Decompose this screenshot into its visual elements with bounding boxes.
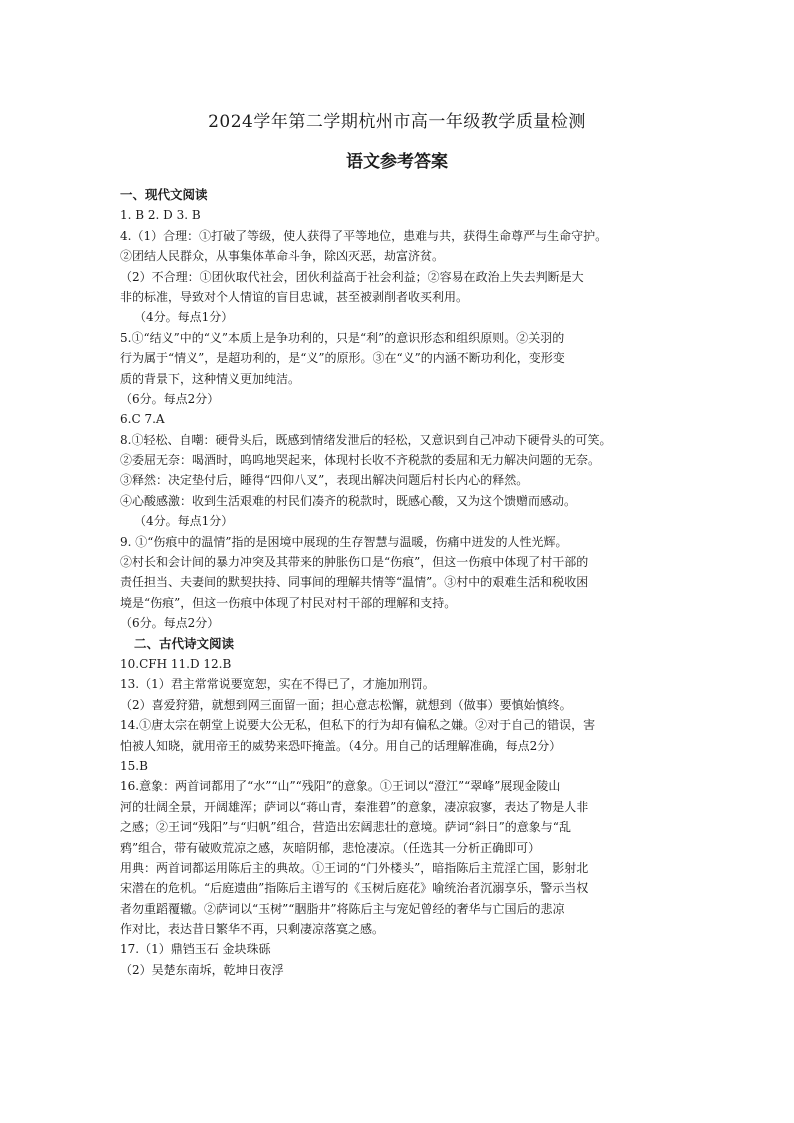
section-heading: 一、现代文阅读 <box>120 187 208 202</box>
answer-line: ③释然：决定垫付后，睡得“四仰八叉”，表现出解决问题后村长内心的释然。 <box>120 473 529 488</box>
answer-line: （2）不合理：①团伙取代社会，团伙利益高于社会利益；②容易在政治上失去判断是大 <box>120 269 584 284</box>
answer-line: 14.①唐太宗在朝堂上说要大公无私，但私下的行为却有偏私之嫌。②对于自己的错误，害 <box>120 718 596 733</box>
answer-line: （6分。每点2分） <box>120 616 220 631</box>
answer-line: 者勿重蹈覆辙。②萨词以“玉树”“胭脂井”将陈后主与宠妃曾经的奢华与亡国后的悲凉 <box>120 901 565 916</box>
answer-line: 之感；②王词“残阳”与“归帆”组合，营造出宏阔悲壮的意境。萨词“斜日”的意象与“乱 <box>120 820 571 835</box>
answer-line: 怕被人知晓，就用帝王的威势来恐吓掩盖。（4分。用自己的话理解准确，每点2分） <box>120 738 562 753</box>
document-title: 2024学年第二学期杭州市高一年级教学质量检测 <box>208 112 586 132</box>
answer-line: （2）吴楚东南坼，乾坤日夜浮 <box>120 962 284 977</box>
answer-line: 15.B <box>120 758 148 773</box>
answer-line: 河的壮阔全景，开阔雄浑；萨词以“蒋山青，秦淮碧”的意象，凄凉寂寥，表达了物是人非 <box>120 799 589 814</box>
answer-line: （4分。每点1分） <box>134 514 234 529</box>
answer-line: 17.（1）鼎铛玉石 金块珠砾 <box>120 942 271 957</box>
answer-line: 8.①轻松、自嘲：硬骨头后，既感到情绪发泄后的轻松，又意识到自己冲动下硬骨头的可笑。 <box>120 432 612 447</box>
section-heading: 二、古代诗文阅读 <box>134 635 235 651</box>
answer-line: 鸦”组合，带有破败荒凉之感，灰暗阴郁，悲怆凄凉。（任选其一分析正确即可） <box>120 840 541 855</box>
answer-line: 5.①“结义”中的“义”本质上是争功利的，只是“利”的意识形态和组织原则。②关羽的 <box>120 330 565 345</box>
answer-line: 行为属于“情义”，是超功利的，是“义”的原形。③在“义”的内涵不断功利化，变形变 <box>120 351 565 366</box>
answer-line: 责任担当、夫妻间的默契扶持、同事间的理解共情等“温情”。③村中的艰难生活和税收困 <box>120 575 589 590</box>
answer-line: 用典：两首词都运用陈后主的典故。①王词的“门外楼头”，暗指陈后主荒淫亡国，影射北 <box>120 860 589 875</box>
answer-content <box>120 185 680 980</box>
answer-line: （6分。每点2分） <box>120 391 220 406</box>
answer-line: 4.（1）合理：①打破了等级，使人获得了平等地位，患难与共，获得生命尊严与生命守护。 <box>120 228 608 243</box>
answer-line: 1. B 2. D 3. B <box>120 208 201 223</box>
answer-line: （4分。每点1分） <box>134 310 234 325</box>
document-subtitle: 语文参考答案 <box>346 152 448 172</box>
answer-line: 16.意象：两首词都用了“水”“山”“残阳”的意象。①王词以“澄江”“翠峰”展现金陵山 <box>120 779 561 794</box>
answer-line: 6.C 7.A <box>120 412 165 427</box>
answer-line: 作对比，表达昔日繁华不再，只剩凄凉落寞之感。 <box>120 922 385 937</box>
answer-line: ④心酸感激：收到生活艰难的村民们凑齐的税款时，既感心酸，又为这个馈赠而感动。 <box>120 493 577 508</box>
answer-line: ②团结人民群众，从事集体革命斗争，除凶灭恶，劫富济贫。 <box>120 249 445 264</box>
answer-line: 质的背景下，这种情义更加纯洁。 <box>120 371 301 386</box>
answer-line: ②村长和会计间的暴力冲突及其带来的肿胀伤口是“伤痕”，但这一伤痕中体现了村干部的 <box>120 555 589 570</box>
answer-line: 13.（1）君主常常说要宽恕，实在不得已了，才施加刑罚。 <box>120 677 435 692</box>
answer-line: （2）喜爱狩猎，就想到网三面留一面；担心意志松懈，就想到（做事）要慎始慎终。 <box>120 697 572 712</box>
answer-line: 非的标准，导致对个人情谊的盲目忠诚，甚至被剥削者收买利用。 <box>120 289 469 304</box>
answer-line: 10.CFH 11.D 12.B <box>120 656 232 671</box>
answer-line: 宋潜在的危机。“后庭遗曲”指陈后主谱写的《玉树后庭花》喻统治者沉溺享乐，警示当权 <box>120 881 589 896</box>
answer-line: 9. ①“伤痕中的温情”指的是困境中展现的生存智慧与温暖，伤痛中迸发的人性光辉。 <box>120 534 568 549</box>
answer-line: ②委屈无奈：喝酒时，呜呜地哭起来，体现村长收不齐税款的委屈和无力解决问题的无奈。 <box>120 453 601 468</box>
answer-line: 境是“伤痕”，但这一伤痕中体现了村民对村干部的理解和支持。 <box>120 595 457 610</box>
